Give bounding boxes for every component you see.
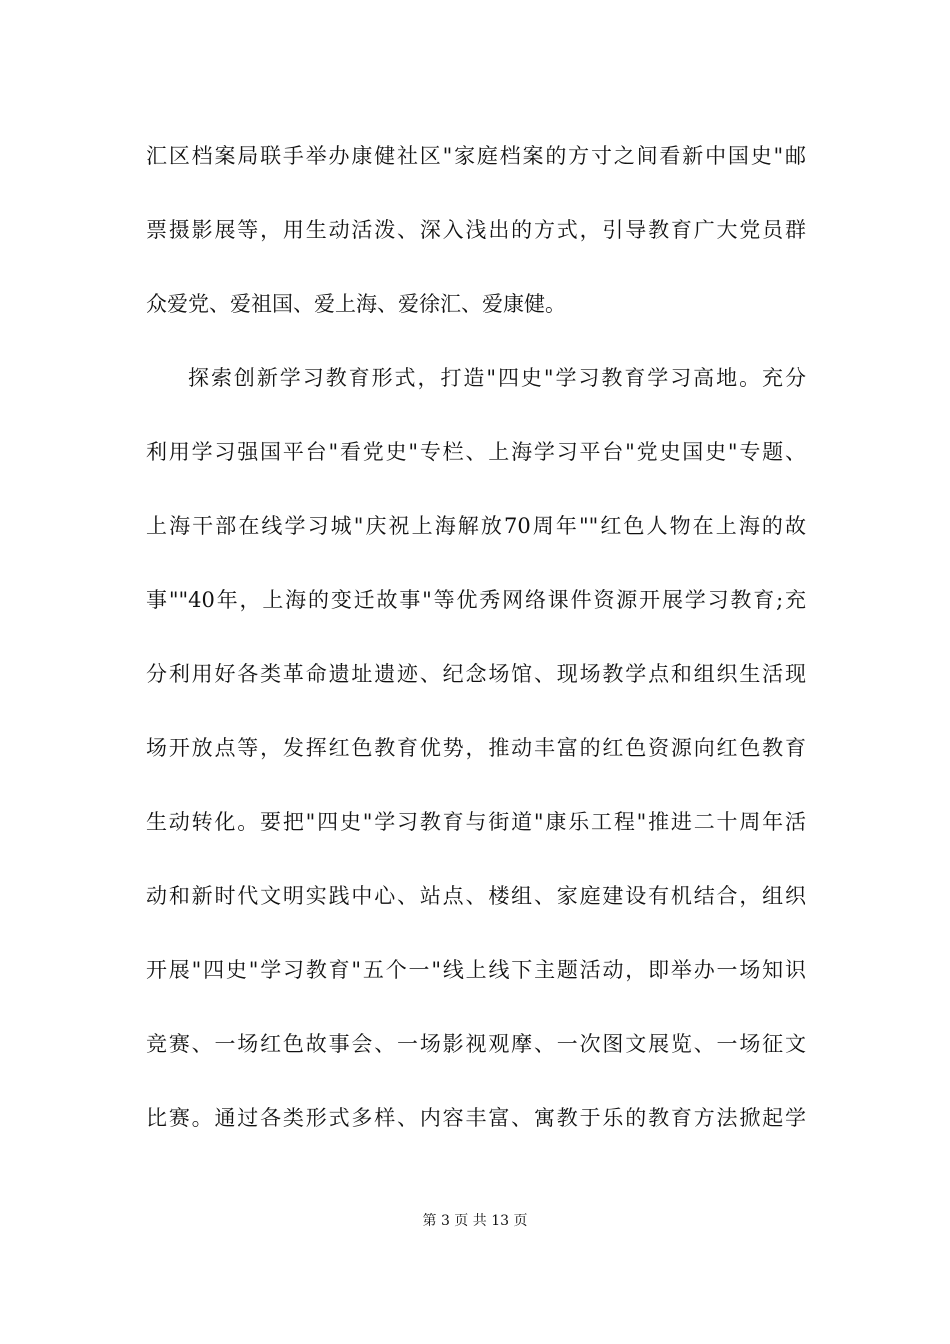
- text-line-8: 分利用好各类革命遗址遗迹、纪念场馆、现场教学点和组织生活现: [146, 662, 806, 686]
- text-line-2: 票摄影展等，用生动活泼、深入浅出的方式，引导教育广大党员群: [146, 218, 806, 242]
- text-line-9: 场开放点等，发挥红色教育优势，推动丰富的红色资源向红色教育: [146, 736, 806, 760]
- text-line-6: 上海干部在线学习城"庆祝上海解放70周年""红色人物在上海的故: [146, 514, 806, 538]
- text-line-3: 众爱党、爱祖国、爱上海、爱徐汇、爱康健。: [146, 292, 566, 316]
- text-line-13: 竞赛、一场红色故事会、一场影视观摩、一次图文展览、一场征文: [146, 1032, 806, 1056]
- text-line-10: 生动转化。要把"四史"学习教育与街道"康乐工程"推进二十周年活: [146, 810, 806, 834]
- text-line-1: 汇区档案局联手举办康健社区"家庭档案的方寸之间看新中国史"邮: [146, 144, 806, 168]
- text-line-11: 动和新时代文明实践中心、站点、楼组、家庭建设有机结合，组织: [146, 884, 806, 908]
- page-number-footer: 第 3 页 共 13 页: [422, 1213, 528, 1229]
- text-line-7: 事""40年，上海的变迁故事"等优秀网络课件资源开展学习教育;充: [146, 588, 806, 612]
- text-line-4: 探索创新学习教育形式，打造"四史"学习教育学习高地。充分: [188, 366, 806, 390]
- text-line-12: 开展"四史"学习教育"五个一"线上线下主题活动，即举办一场知识: [146, 958, 806, 982]
- text-line-5: 利用学习强国平台"看党史"专栏、上海学习平台"党史国史"专题、: [146, 440, 806, 464]
- text-line-14: 比赛。通过各类形式多样、内容丰富、寓教于乐的教育方法掀起学: [146, 1106, 806, 1130]
